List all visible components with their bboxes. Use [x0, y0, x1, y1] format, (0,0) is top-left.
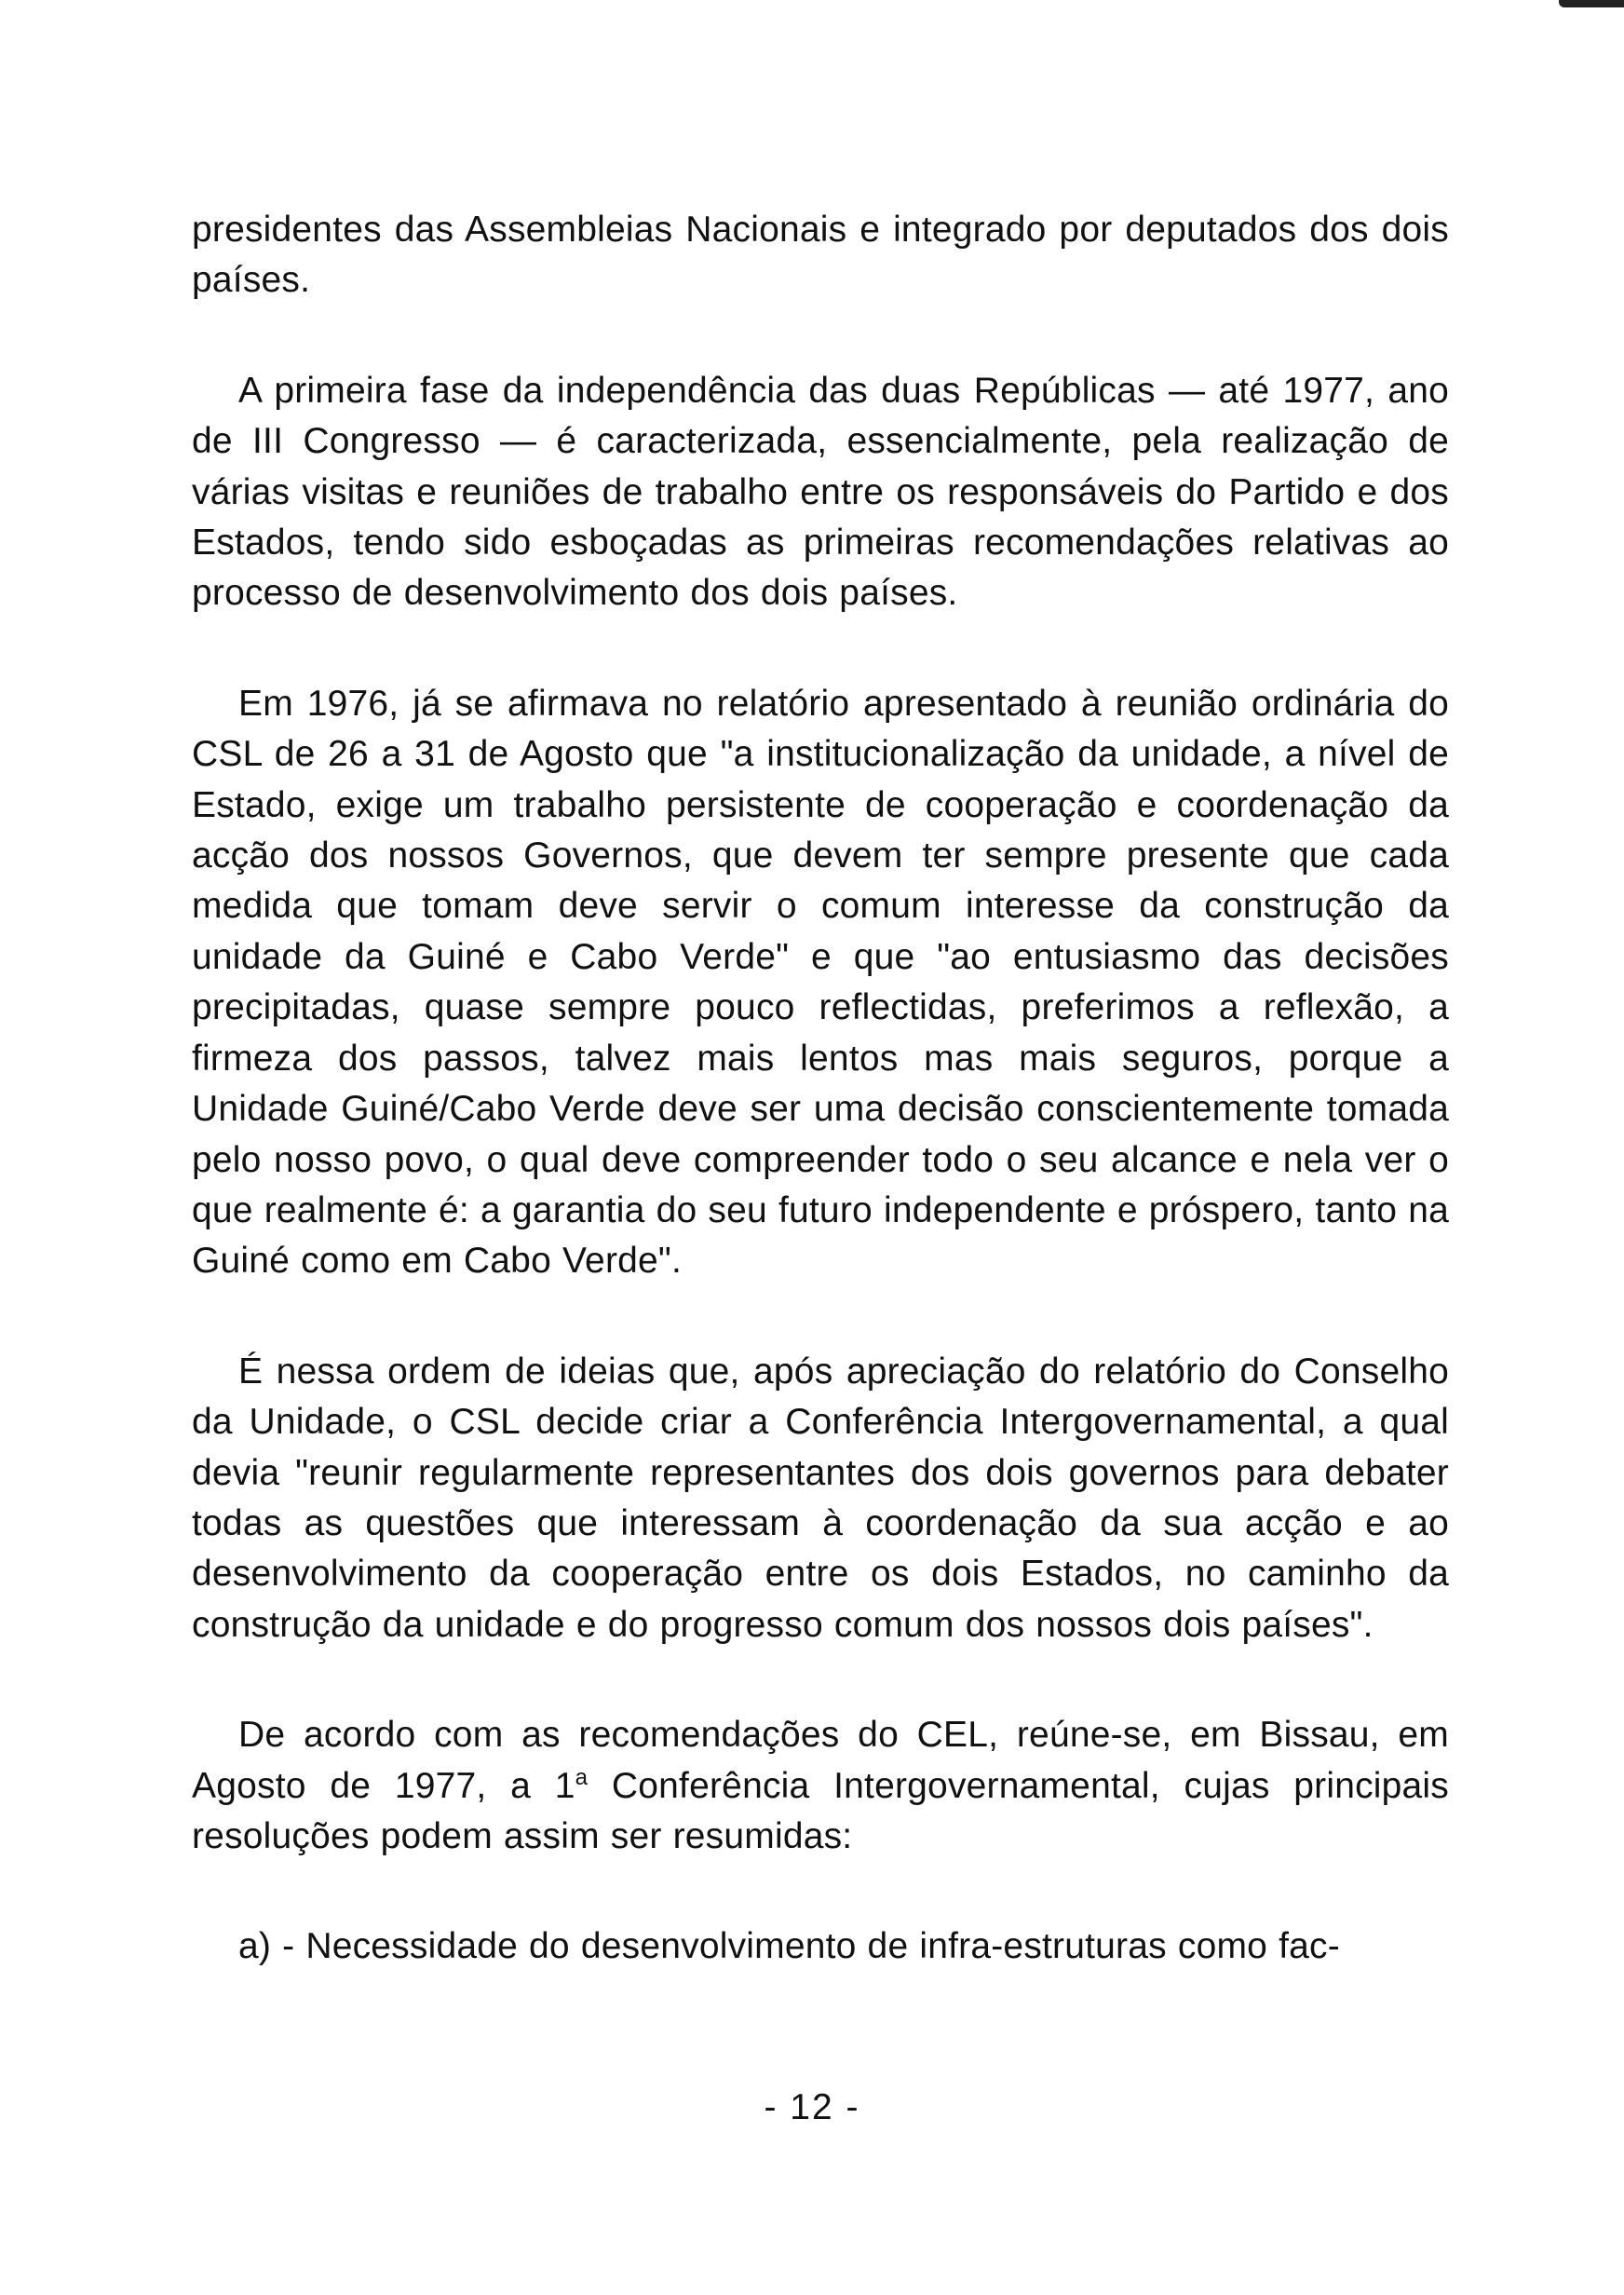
paragraph-5-end: Conferência Intergovernamental, cujas principais resoluções podem assim ser resumidas:	[192, 1765, 1450, 1856]
paragraph-3: Em 1976, já se afirmava no relatório apresentado à reunião ordinária do CSL de 26 a 31 de Agosto que "a institucionalização da unidade, a nível de Estado, exige um trabalho persistente de cooperação e coordenação da acção dos nossos Governos, que devem ter sempre presente que cada medida que tomam deve servir o comum interesse da construção da unidade da Guiné e Cabo Verde" e que "ao entusiasmo das decisões precipitadas, quase sempre pouco reflectidas, preferimos a reflexão, a firmeza dos passos, talvez mais lentos mas mais seguros, porque a Unidade Guiné/Cabo Verde deve ser uma decisão conscientemente tomada pelo nosso povo, o qual deve compreender todo o seu alcance e nela ver o que realmente é: a garantia do seu futuro independente e próspero, tanto na Guiné como em Cabo Verde".	[192, 683, 1449, 1282]
page-number: - 12 -	[764, 2087, 860, 2127]
body-text	[192, 205, 1449, 1973]
paragraph-2: A primeira fase da independência das duas Repúblicas — até 1977, ano de III Congresso — é caracterizada, essencialmente, pela realização de várias visitas e reuniões de trabalho entre os responsáveis do Partido e dos Estados, tendo sido esboçadas as primeiras recomendações relativas ao processo de desenvolvimento dos dois países.	[192, 370, 1449, 614]
paragraph-1: presidentes das Assembleias Nacionais e integrado por deputados dos dois países.	[192, 210, 1449, 301]
scan-edge-mark	[1559, 0, 1624, 7]
paragraph-5	[192, 1710, 1449, 1862]
paragraph-4: É nessa ordem de ideias que, após apreciação do relatório do Conselho da Unidade, o CSL decide criar a Conferência Intergovernamental, a qual devia "reunir regularmente representantes dos dois governos para debater todas as questões que interessam à coordenação da sua acção e ao desenvolvimento da cooperação entre os dois Estados, no caminho da construção da unidade e do progresso comum dos nossos dois países".	[192, 1351, 1449, 1645]
ordinal-superscript: a	[575, 1764, 589, 1790]
paragraph-5-start: De acordo com as recomendações do CEL, reúne-se, em Bissau, em Agosto de 1977, a 1	[192, 1715, 1449, 1806]
list-item-a: a) - Necessidade do desenvolvimento de infra-estruturas como fac-	[238, 1926, 1340, 1967]
